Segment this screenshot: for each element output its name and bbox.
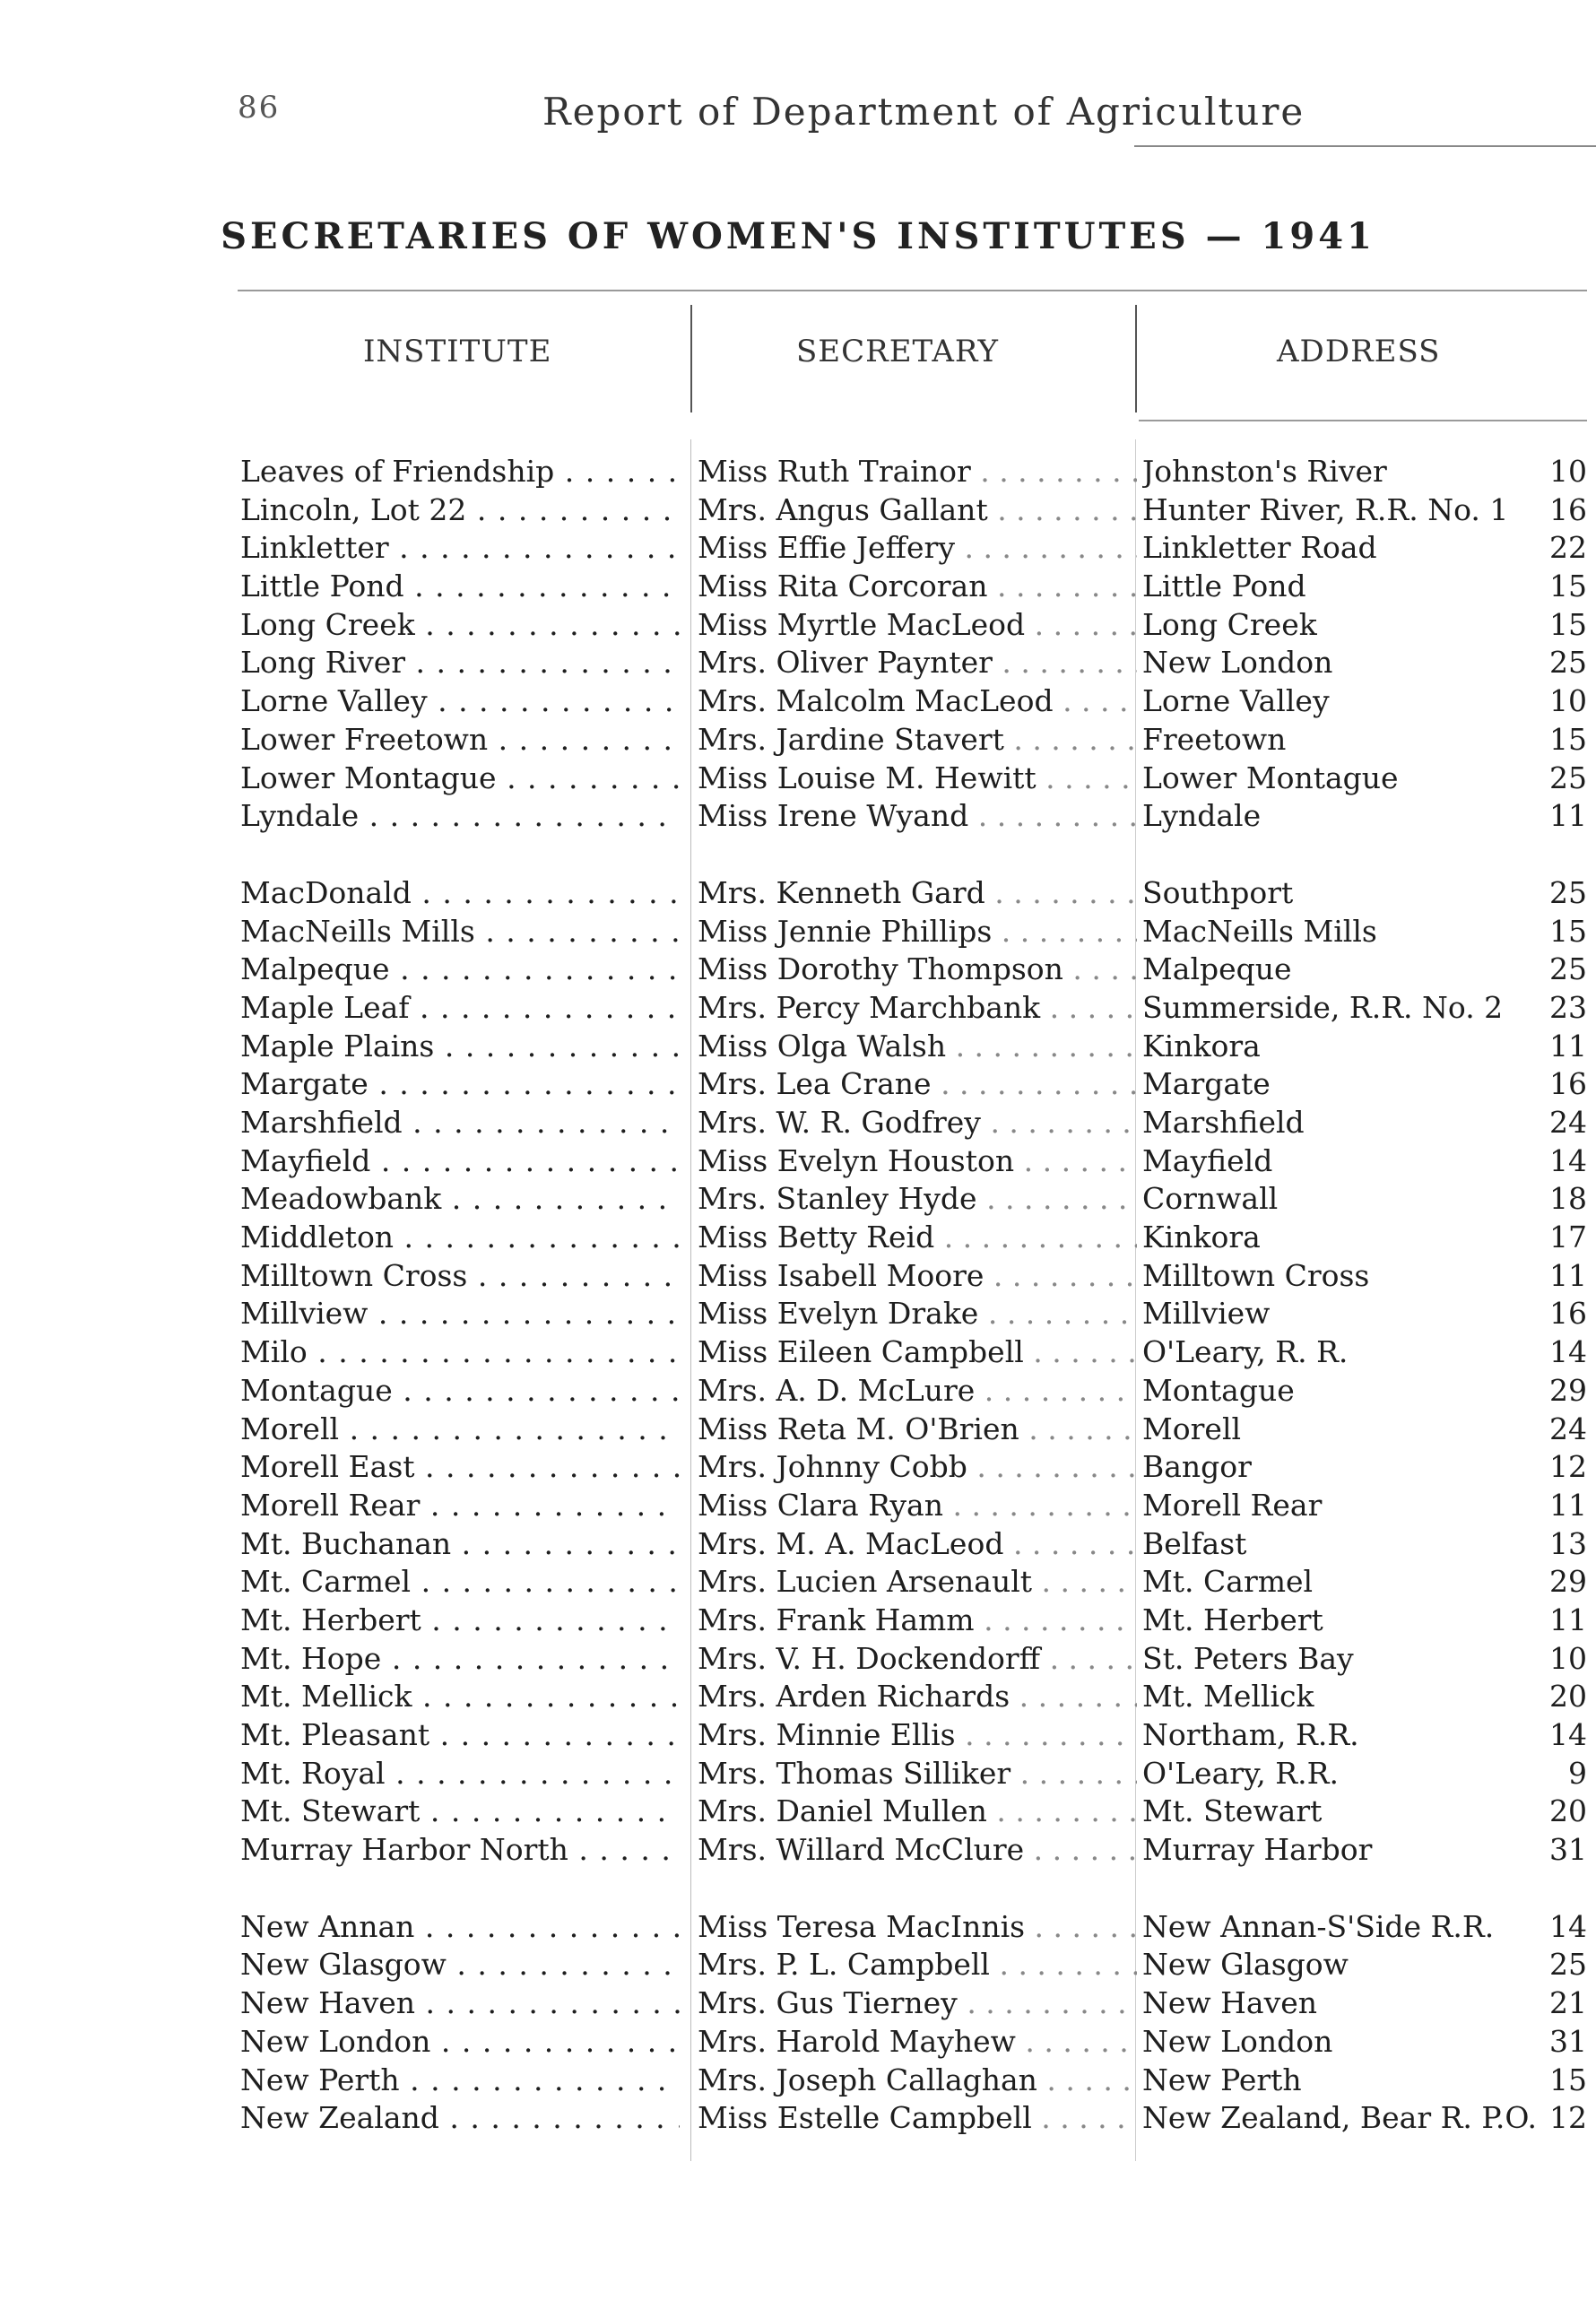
table-row: [0, 1678, 1596, 1716]
table-row: [0, 529, 1596, 568]
institute-cell: Mt. Stewart . . .: [240, 1793, 680, 1831]
address-cell: Hunter River, R.R. No. 1: [1142, 491, 1509, 527]
secretary-cell: Miss Isabell Moore . . .: [698, 1257, 1137, 1296]
secretary-cell: Mrs. Lucien Arsenault . . .: [698, 1563, 1137, 1602]
address-cell: Lyndale: [1142, 798, 1262, 834]
institute-cell: Mt. Royal . . .: [240, 1755, 680, 1793]
address-cell: Bangor: [1142, 1449, 1252, 1485]
secretary-cell: Mrs. V. H. Dockendorff . . .: [698, 1640, 1137, 1679]
table-row: [0, 2023, 1596, 2062]
table-row: [0, 1180, 1596, 1219]
institute-cell: Milltown Cross . . .: [240, 1257, 680, 1296]
secretary-cell: Mrs. Stanley Hyde . . .: [698, 1180, 1137, 1219]
address-cell: Mt. Mellick: [1142, 1679, 1314, 1715]
address-cell: Kinkora: [1142, 1220, 1261, 1255]
table-row: [0, 1563, 1596, 1602]
institute-cell: Lincoln, Lot 22 . . .: [240, 491, 680, 530]
address-cell: Milltown Cross: [1142, 1257, 1370, 1293]
address-cell: O'Leary, R.R.: [1142, 1755, 1339, 1791]
table-row: [0, 491, 1596, 530]
table-row: [0, 1793, 1596, 1831]
member-count-cell: 16: [1549, 1296, 1587, 1332]
secretary-cell: Mrs. Angus Gallant . . .: [698, 491, 1137, 530]
member-count-cell: 16: [1549, 1066, 1587, 1102]
table-row: [0, 1487, 1596, 1525]
secretary-cell: Miss Reta M. O'Brien . . .: [698, 1411, 1137, 1449]
column-header-address: ADDRESS: [1277, 334, 1441, 369]
member-count-cell: 15: [1549, 606, 1587, 642]
table-row: [0, 1640, 1596, 1679]
institute-cell: Meadowbank . . .: [240, 1180, 680, 1219]
member-count-cell: 12: [1549, 2100, 1587, 2136]
table-row: [0, 1411, 1596, 1449]
member-count-cell: 20: [1549, 1793, 1587, 1829]
table-row: [0, 682, 1596, 721]
institute-cell: New London . . .: [240, 2023, 680, 2062]
institute-cell: Little Pond . . .: [240, 568, 680, 606]
address-cell: Murray Harbor: [1142, 1832, 1373, 1868]
member-count-cell: 23: [1549, 989, 1587, 1025]
address-cell: New London: [1142, 645, 1333, 681]
institute-cell: Morell . . .: [240, 1411, 680, 1449]
institute-cell: Mayfield . . .: [240, 1142, 680, 1181]
table-row: [0, 721, 1596, 760]
member-count-cell: 16: [1549, 491, 1587, 527]
address-cell: Mt. Herbert: [1142, 1602, 1323, 1637]
institute-cell: Lyndale . . .: [240, 797, 680, 836]
address-cell: New Zealand, Bear R. P.O.: [1142, 2100, 1538, 2136]
secretary-cell: Mrs. W. R. Godfrey . . .: [698, 1104, 1137, 1142]
secretary-cell: Mrs. Daniel Mullen . . .: [698, 1793, 1137, 1831]
address-cell: Little Pond: [1142, 569, 1306, 604]
member-count-cell: 10: [1549, 454, 1587, 489]
institute-cell: Malpeque . . .: [240, 951, 680, 989]
member-count-cell: 25: [1549, 760, 1587, 795]
address-cell: New Haven: [1142, 1985, 1318, 2021]
table-row: [0, 2099, 1596, 2138]
table-row: [0, 1104, 1596, 1142]
secretary-cell: Miss Effie Jeffery . . .: [698, 529, 1137, 568]
running-head-rule: [1134, 145, 1596, 147]
address-cell: Lower Montague: [1142, 760, 1399, 795]
institute-cell: Mt. Herbert . . .: [240, 1602, 680, 1640]
institute-cell: Mt. Buchanan . . .: [240, 1525, 680, 1564]
member-count-cell: 11: [1549, 1487, 1587, 1523]
table-group: [0, 874, 1596, 1870]
table-title: SECRETARIES OF WOMEN'S INSTITUTES — 1941: [221, 215, 1375, 257]
member-count-cell: 14: [1549, 1908, 1587, 1944]
member-count-cell: 11: [1549, 1602, 1587, 1637]
address-cell: Morell: [1142, 1411, 1242, 1446]
secretary-cell: Mrs. Percy Marchbank . . .: [698, 989, 1137, 1028]
member-count-cell: 11: [1549, 1028, 1587, 1064]
table-top-rule: [238, 290, 1587, 291]
institute-cell: Mt. Hope . . .: [240, 1640, 680, 1679]
institute-cell: Maple Leaf . . .: [240, 989, 680, 1028]
secretary-cell: Mrs. P. L. Campbell . . .: [698, 1946, 1137, 1984]
address-cell: St. Peters Bay: [1142, 1640, 1354, 1676]
address-cell: Belfast: [1142, 1525, 1247, 1561]
institute-cell: Lower Montague . . .: [240, 760, 680, 798]
member-count-cell: 25: [1549, 645, 1587, 681]
secretary-cell: Mrs. M. A. MacLeod . . .: [698, 1525, 1137, 1564]
institute-cell: Mt. Pleasant . . .: [240, 1716, 680, 1755]
table-row: [0, 1142, 1596, 1181]
member-count-cell: 12: [1549, 1449, 1587, 1485]
table-row: [0, 989, 1596, 1028]
running-title: Report of Department of Agriculture: [542, 90, 1305, 134]
member-count-cell: 24: [1549, 1105, 1587, 1140]
secretary-cell: Mrs. Willard McClure . . .: [698, 1831, 1137, 1870]
secretary-cell: Miss Rita Corcoran . . .: [698, 568, 1137, 606]
secretary-cell: Mrs. Thomas Silliker . . .: [698, 1755, 1137, 1793]
secretary-cell: Mrs. Johnny Cobb . . .: [698, 1448, 1137, 1487]
institute-cell: Mt. Carmel . . .: [240, 1563, 680, 1602]
table-row: [0, 913, 1596, 951]
table-group: [0, 1908, 1596, 2138]
institute-cell: Milo . . .: [240, 1333, 680, 1372]
address-cell: Freetown: [1142, 721, 1287, 757]
secretary-cell: Miss Estelle Campbell . . .: [698, 2099, 1137, 2138]
secretary-cell: Mrs. Joseph Callaghan . . .: [698, 2062, 1137, 2100]
institute-cell: Lorne Valley . . .: [240, 682, 680, 721]
member-count-cell: 10: [1549, 683, 1587, 719]
institute-cell: Maple Plains . . .: [240, 1028, 680, 1066]
institute-cell: New Glasgow . . .: [240, 1946, 680, 1984]
address-cell: Kinkora: [1142, 1028, 1261, 1064]
secretary-cell: Mrs. Kenneth Gard . . .: [698, 874, 1137, 913]
member-count-cell: 9: [1568, 1755, 1587, 1791]
institute-cell: Lower Freetown . . .: [240, 721, 680, 760]
member-count-cell: 31: [1549, 1832, 1587, 1868]
member-count-cell: 24: [1549, 1411, 1587, 1446]
address-cell: MacNeills Mills: [1142, 913, 1377, 949]
address-cell: Margate: [1142, 1066, 1271, 1102]
member-count-cell: 18: [1549, 1181, 1587, 1217]
address-cell: New Perth: [1142, 2062, 1302, 2097]
secretary-cell: Mrs. Jardine Stavert . . .: [698, 721, 1137, 760]
table-row: [0, 1831, 1596, 1870]
address-cell: Mayfield: [1142, 1142, 1273, 1178]
member-count-cell: 31: [1549, 2023, 1587, 2059]
address-cell: Linkletter Road: [1142, 530, 1377, 566]
table-row: [0, 874, 1596, 913]
table-row: [0, 1372, 1596, 1411]
secretary-cell: Miss Clara Ryan . . .: [698, 1487, 1137, 1525]
address-cell: O'Leary, R. R.: [1142, 1334, 1349, 1370]
member-count-cell: 15: [1549, 913, 1587, 949]
table-row: [0, 1219, 1596, 1257]
institute-cell: New Annan . . .: [240, 1908, 680, 1947]
secretary-cell: Mrs. Malcolm MacLeod . . .: [698, 682, 1137, 721]
address-cell: Cornwall: [1142, 1181, 1279, 1217]
table-row: [0, 1946, 1596, 1984]
secretary-cell: Miss Jennie Phillips . . .: [698, 913, 1137, 951]
table-row: [0, 1295, 1596, 1333]
institute-cell: New Haven . . .: [240, 1984, 680, 2023]
member-count-cell: 25: [1549, 874, 1587, 910]
address-cell: Long Creek: [1142, 606, 1317, 642]
column-divider-secretary: [690, 305, 692, 412]
secretary-cell: Miss Louise M. Hewitt . . .: [698, 760, 1137, 798]
member-count-cell: 15: [1549, 569, 1587, 604]
institute-cell: Leaves of Friendship . . .: [240, 453, 680, 491]
table-row: [0, 797, 1596, 836]
secretary-cell: Miss Evelyn Houston . . .: [698, 1142, 1137, 1181]
member-count-cell: 29: [1549, 1564, 1587, 1600]
member-count-cell: 14: [1549, 1142, 1587, 1178]
address-cell: Summerside, R.R. No. 2: [1142, 989, 1504, 1025]
address-cell: Lorne Valley: [1142, 683, 1330, 719]
table-row: [0, 1257, 1596, 1296]
address-cell: Montague: [1142, 1372, 1295, 1408]
secretary-cell: Mrs. Harold Mayhew . . .: [698, 2023, 1137, 2062]
address-cell: Mt. Stewart: [1142, 1793, 1323, 1829]
secretary-cell: Mrs. Oliver Paynter . . .: [698, 644, 1137, 682]
secretary-cell: Miss Eileen Campbell . . .: [698, 1333, 1137, 1372]
column-divider-address: [1135, 305, 1137, 412]
institute-cell: Morell Rear . . .: [240, 1487, 680, 1525]
secretary-cell: Mrs. Arden Richards . . .: [698, 1678, 1137, 1716]
member-count-cell: 11: [1549, 1257, 1587, 1293]
table-row: [0, 760, 1596, 798]
header-bottom-rule: [1139, 420, 1587, 421]
institute-cell: New Perth . . .: [240, 2062, 680, 2100]
address-cell: Southport: [1142, 874, 1294, 910]
table-row: [0, 1028, 1596, 1066]
table-row: [0, 606, 1596, 645]
address-cell: New Annan-S'Side R.R.: [1142, 1908, 1495, 1944]
member-count-cell: 10: [1549, 1640, 1587, 1676]
member-count-cell: 14: [1549, 1334, 1587, 1370]
secretary-cell: Miss Evelyn Drake . . .: [698, 1295, 1137, 1333]
member-count-cell: 17: [1549, 1220, 1587, 1255]
table-row: [0, 951, 1596, 989]
institute-cell: Middleton . . .: [240, 1219, 680, 1257]
institute-cell: Mt. Mellick . . .: [240, 1678, 680, 1716]
address-cell: Malpeque: [1142, 951, 1292, 987]
address-cell: New Glasgow: [1142, 1947, 1349, 1983]
institute-cell: Linkletter . . .: [240, 529, 680, 568]
running-head: [238, 90, 1596, 143]
member-count-cell: 25: [1549, 1947, 1587, 1983]
secretary-cell: Mrs. A. D. McLure . . .: [698, 1372, 1137, 1411]
institute-cell: Morell East . . .: [240, 1448, 680, 1487]
member-count-cell: 13: [1549, 1525, 1587, 1561]
secretary-cell: Miss Myrtle MacLeod . . .: [698, 606, 1137, 645]
table-row: [0, 1755, 1596, 1793]
table-row: [0, 1333, 1596, 1372]
page-number: 86: [238, 90, 281, 126]
secretary-cell: Miss Betty Reid . . .: [698, 1219, 1137, 1257]
member-count-cell: 20: [1549, 1679, 1587, 1715]
institute-cell: Murray Harbor North . . .: [240, 1831, 680, 1870]
secretary-cell: Miss Olga Walsh . . .: [698, 1028, 1137, 1066]
table-row: [0, 2062, 1596, 2100]
secretary-cell: Mrs. Minnie Ellis . . .: [698, 1716, 1137, 1755]
table-row: [0, 568, 1596, 606]
member-count-cell: 14: [1549, 1717, 1587, 1752]
column-header-secretary: SECRETARY: [796, 334, 999, 369]
table-row: [0, 453, 1596, 491]
member-count-cell: 21: [1549, 1985, 1587, 2021]
table-row: [0, 1602, 1596, 1640]
address-cell: Mt. Carmel: [1142, 1564, 1314, 1600]
institute-cell: Long River . . .: [240, 644, 680, 682]
member-count-cell: 15: [1549, 721, 1587, 757]
address-cell: Northam, R.R.: [1142, 1717, 1359, 1752]
table-row: [0, 644, 1596, 682]
secretary-cell: Mrs. Lea Crane . . .: [698, 1065, 1137, 1104]
table-row: [0, 1716, 1596, 1755]
table-row: [0, 1448, 1596, 1487]
address-cell: New London: [1142, 2023, 1333, 2059]
table-row: [0, 1984, 1596, 2023]
institute-cell: Montague . . .: [240, 1372, 680, 1411]
institute-cell: Long Creek . . .: [240, 606, 680, 645]
secretary-cell: Miss Dorothy Thompson . . .: [698, 951, 1137, 989]
member-count-cell: 25: [1549, 951, 1587, 987]
table-row: [0, 1065, 1596, 1104]
address-cell: Johnston's River: [1142, 454, 1387, 489]
institutes-table: [0, 453, 1596, 2176]
address-cell: Millview: [1142, 1296, 1271, 1332]
secretary-cell: Mrs. Gus Tierney . . .: [698, 1984, 1137, 2023]
address-cell: Morell Rear: [1142, 1487, 1323, 1523]
secretary-cell: Miss Ruth Trainor . . .: [698, 453, 1137, 491]
column-header-institute: INSTITUTE: [363, 334, 552, 369]
institute-cell: MacNeills Mills . . .: [240, 913, 680, 951]
secretary-cell: Miss Irene Wyand . . .: [698, 797, 1137, 836]
secretary-cell: Mrs. Frank Hamm . . .: [698, 1602, 1137, 1640]
table-row: [0, 1908, 1596, 1947]
member-count-cell: 22: [1549, 530, 1587, 566]
member-count-cell: 15: [1549, 2062, 1587, 2097]
institute-cell: New Zealand . . .: [240, 2099, 680, 2138]
institute-cell: Margate . . .: [240, 1065, 680, 1104]
institute-cell: Marshfield . . .: [240, 1104, 680, 1142]
table-row: [0, 1525, 1596, 1564]
member-count-cell: 11: [1549, 798, 1587, 834]
institute-cell: Millview . . .: [240, 1295, 680, 1333]
institute-cell: MacDonald . . .: [240, 874, 680, 913]
member-count-cell: 29: [1549, 1372, 1587, 1408]
table-group: [0, 453, 1596, 836]
secretary-cell: Miss Teresa MacInnis . . .: [698, 1908, 1137, 1947]
address-cell: Marshfield: [1142, 1105, 1305, 1140]
